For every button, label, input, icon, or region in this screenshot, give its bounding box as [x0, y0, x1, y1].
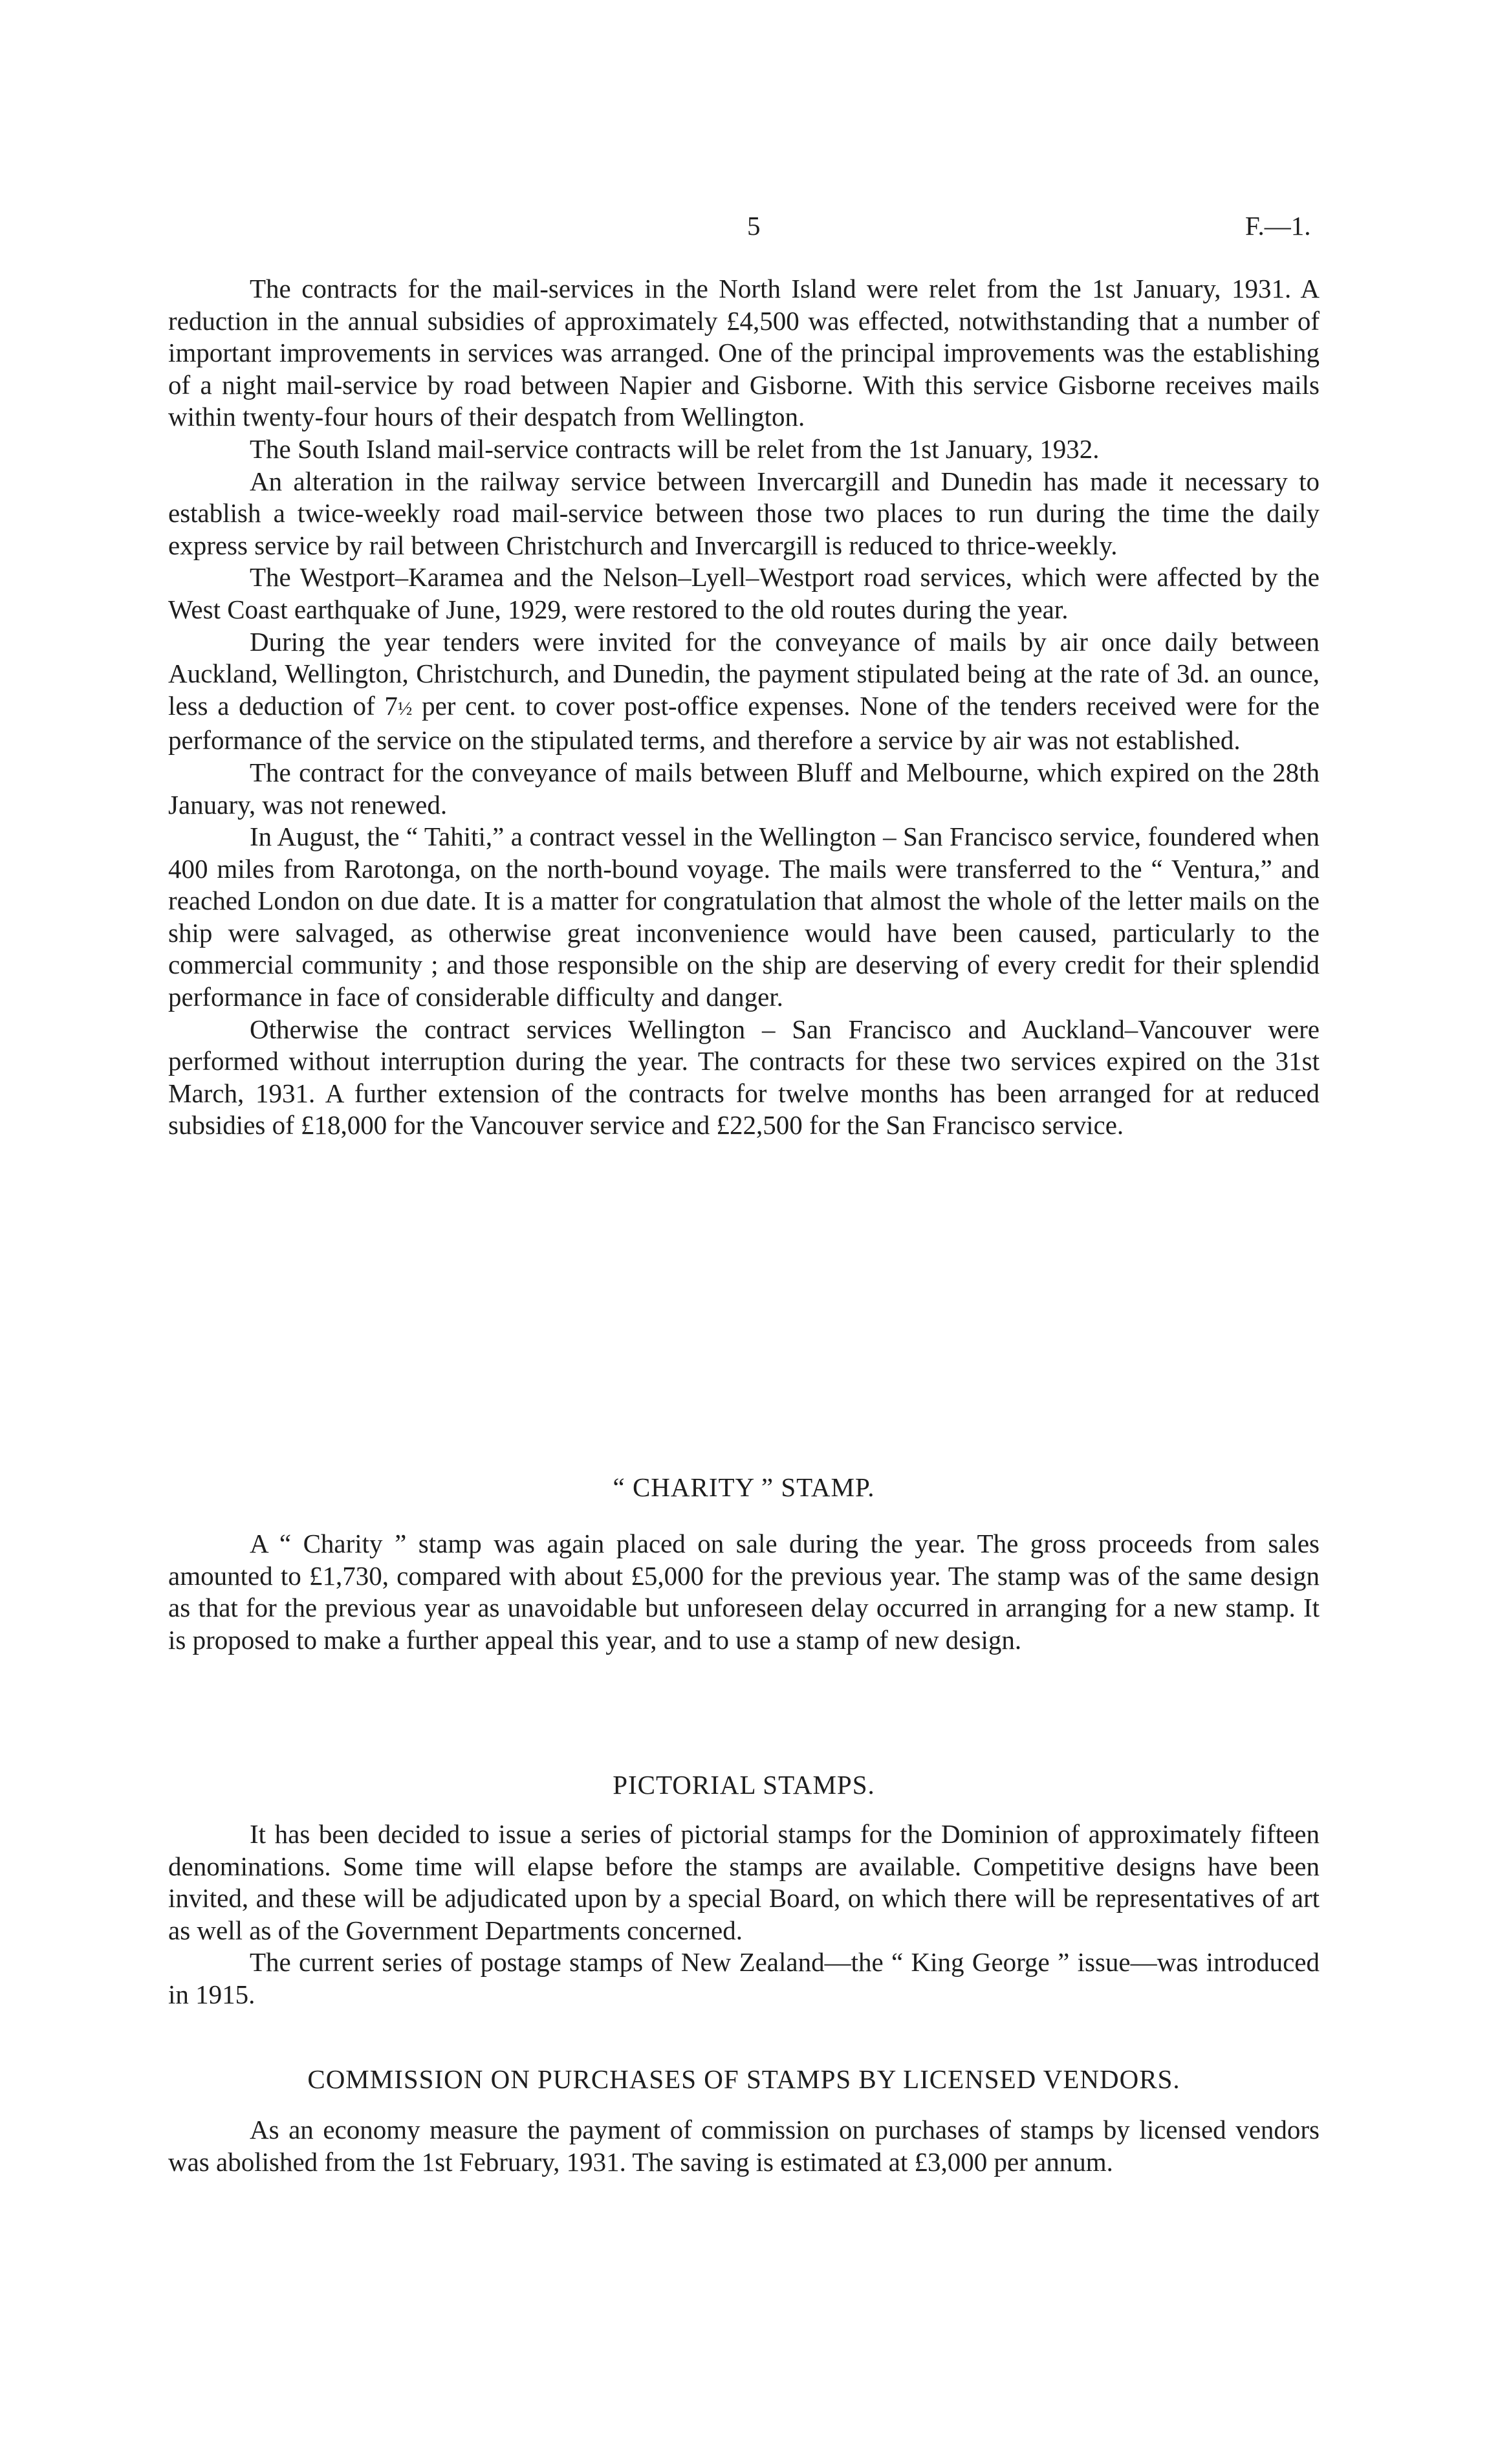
paragraph-charity-stamp: A “ Charity ” stamp was again placed on sale during the year. The gross proceeds from sales amounted to £1,730, compared with about £5,000 for the previous year. The stamp was of the same design as that for the previous year as unavoidable but unforeseen delay occurred in arranging for a new stamp. It is proposed to make a further appeal this year, and to use a stamp of new design. — [168, 1529, 1320, 1655]
commission-section — [168, 2114, 1320, 2178]
air-mail-text-start: During the year tenders were invited for the conveyance of mails by air once daily between Auckland, Wellington, Christchurch, and Dunedin, the payment stipulated being at the rate of 3d. an ounce, less a deduction of 7 — [168, 626, 1320, 721]
paragraph-pictorial-series: It has been decided to issue a series of pictorial stamps for the Dominion of approximately fifteen denominations. Some time will elapse before the stamps are available. Competitive designs have been invited, and these will be adjudicated upon by a special Board, on which there will be representatives of art as well as of the Government Departments concerned. — [168, 1819, 1320, 1945]
fraction-half: ½ — [397, 697, 413, 719]
charity-stamp-section — [168, 1528, 1320, 1656]
paragraph-invercargill-dunedin: An alteration in the railway service between Invercargill and Dunedin has made it necessary to establish a twice-weekly road mail-service between those two places to run during the time the daily express service by rail between Christchurch and Invercargill is reduced to thrice-weekly. — [168, 466, 1320, 560]
paragraph-king-george-issue: The current series of postage stamps of New Zealand—the “ King George ” issue—was introduced in 1915. — [168, 1947, 1320, 2009]
page-header — [0, 210, 1511, 249]
paragraph-air-mail-tenders — [168, 626, 1320, 757]
paragraph-bluff-melbourne: The contract for the conveyance of mails between Bluff and Melbourne, which expired on the 28th January, was not renewed. — [168, 757, 1320, 820]
heading-charity-stamp: “ CHARITY ” STAMP. — [613, 1472, 875, 1502]
series-reference: F.—1. — [1245, 211, 1311, 241]
paragraph-vancouver-san-francisco: Otherwise the contract services Wellington – San Francisco and Auckland–Vancouver were performed without interruption during the year. The contracts for these two services expired on the 31st March, 1931. A further extension of the contracts for twelve months has been arranged for at reduced subsidies of £18,000 for the Vancouver service and £22,500 for the San Francisco service. — [168, 1014, 1320, 1140]
paragraph-south-island-contracts: The South Island mail-service contracts will be relet from the 1st January, 1932. — [250, 433, 1100, 464]
paragraph-tahiti: In August, the “ Tahiti,” a contract vessel in the Wellington – San Francisco service, foundered when 400 miles from Rarotonga, on the north-bound voyage. The mails were transferred to the “ Ventura,” and reached London on due date. It is a matter for congratulation that almost the whole of the letter mails on the ship were salvaged, as otherwise great inconvenience would have been caused, particularly to the commercial community ; and those responsible on the ship are deserving of every credit for their splendid performance in face of considerable difficulty and danger. — [168, 822, 1320, 1012]
mail-services-section — [168, 273, 1320, 1142]
paragraph-westport-karamea: The Westport–Karamea and the Nelson–Lyell–Westport road services, which were affected by the West Coast earthquake of June, 1929, were restored to the old routes during the year. — [168, 562, 1320, 624]
heading-pictorial-stamps: PICTORIAL STAMPS. — [613, 1770, 875, 1800]
pictorial-stamps-section — [168, 1818, 1320, 2011]
paragraph-north-island-contracts: The contracts for the mail-services in the North Island were relet from the 1st January, 1931. A reduction in the annual subsidies of approximately £4,500 was effected, notwithstanding that a number of important improvements in services was arranged. One of the principal improvements was the establishing of a night mail-service by road between Napier and Gisborne. With this service Gisborne receives mails within twenty-four hours of their despatch from Wellington. — [168, 274, 1320, 432]
paragraph-commission: As an economy measure the payment of commission on purchases of stamps by licensed vendors was abolished from the 1st February, 1931. The saving is estimated at £3,000 per annum. — [168, 2115, 1320, 2177]
air-mail-text-end: per cent. to cover post-office expenses. None of the tenders received were for the performance of the service on the stipulated terms, and therefore a service by air was not established. — [168, 690, 1320, 756]
heading-commission: COMMISSION ON PURCHASES OF STAMPS BY LICENSED VENDORS. — [307, 2064, 1180, 2094]
page-number: 5 — [747, 211, 761, 241]
